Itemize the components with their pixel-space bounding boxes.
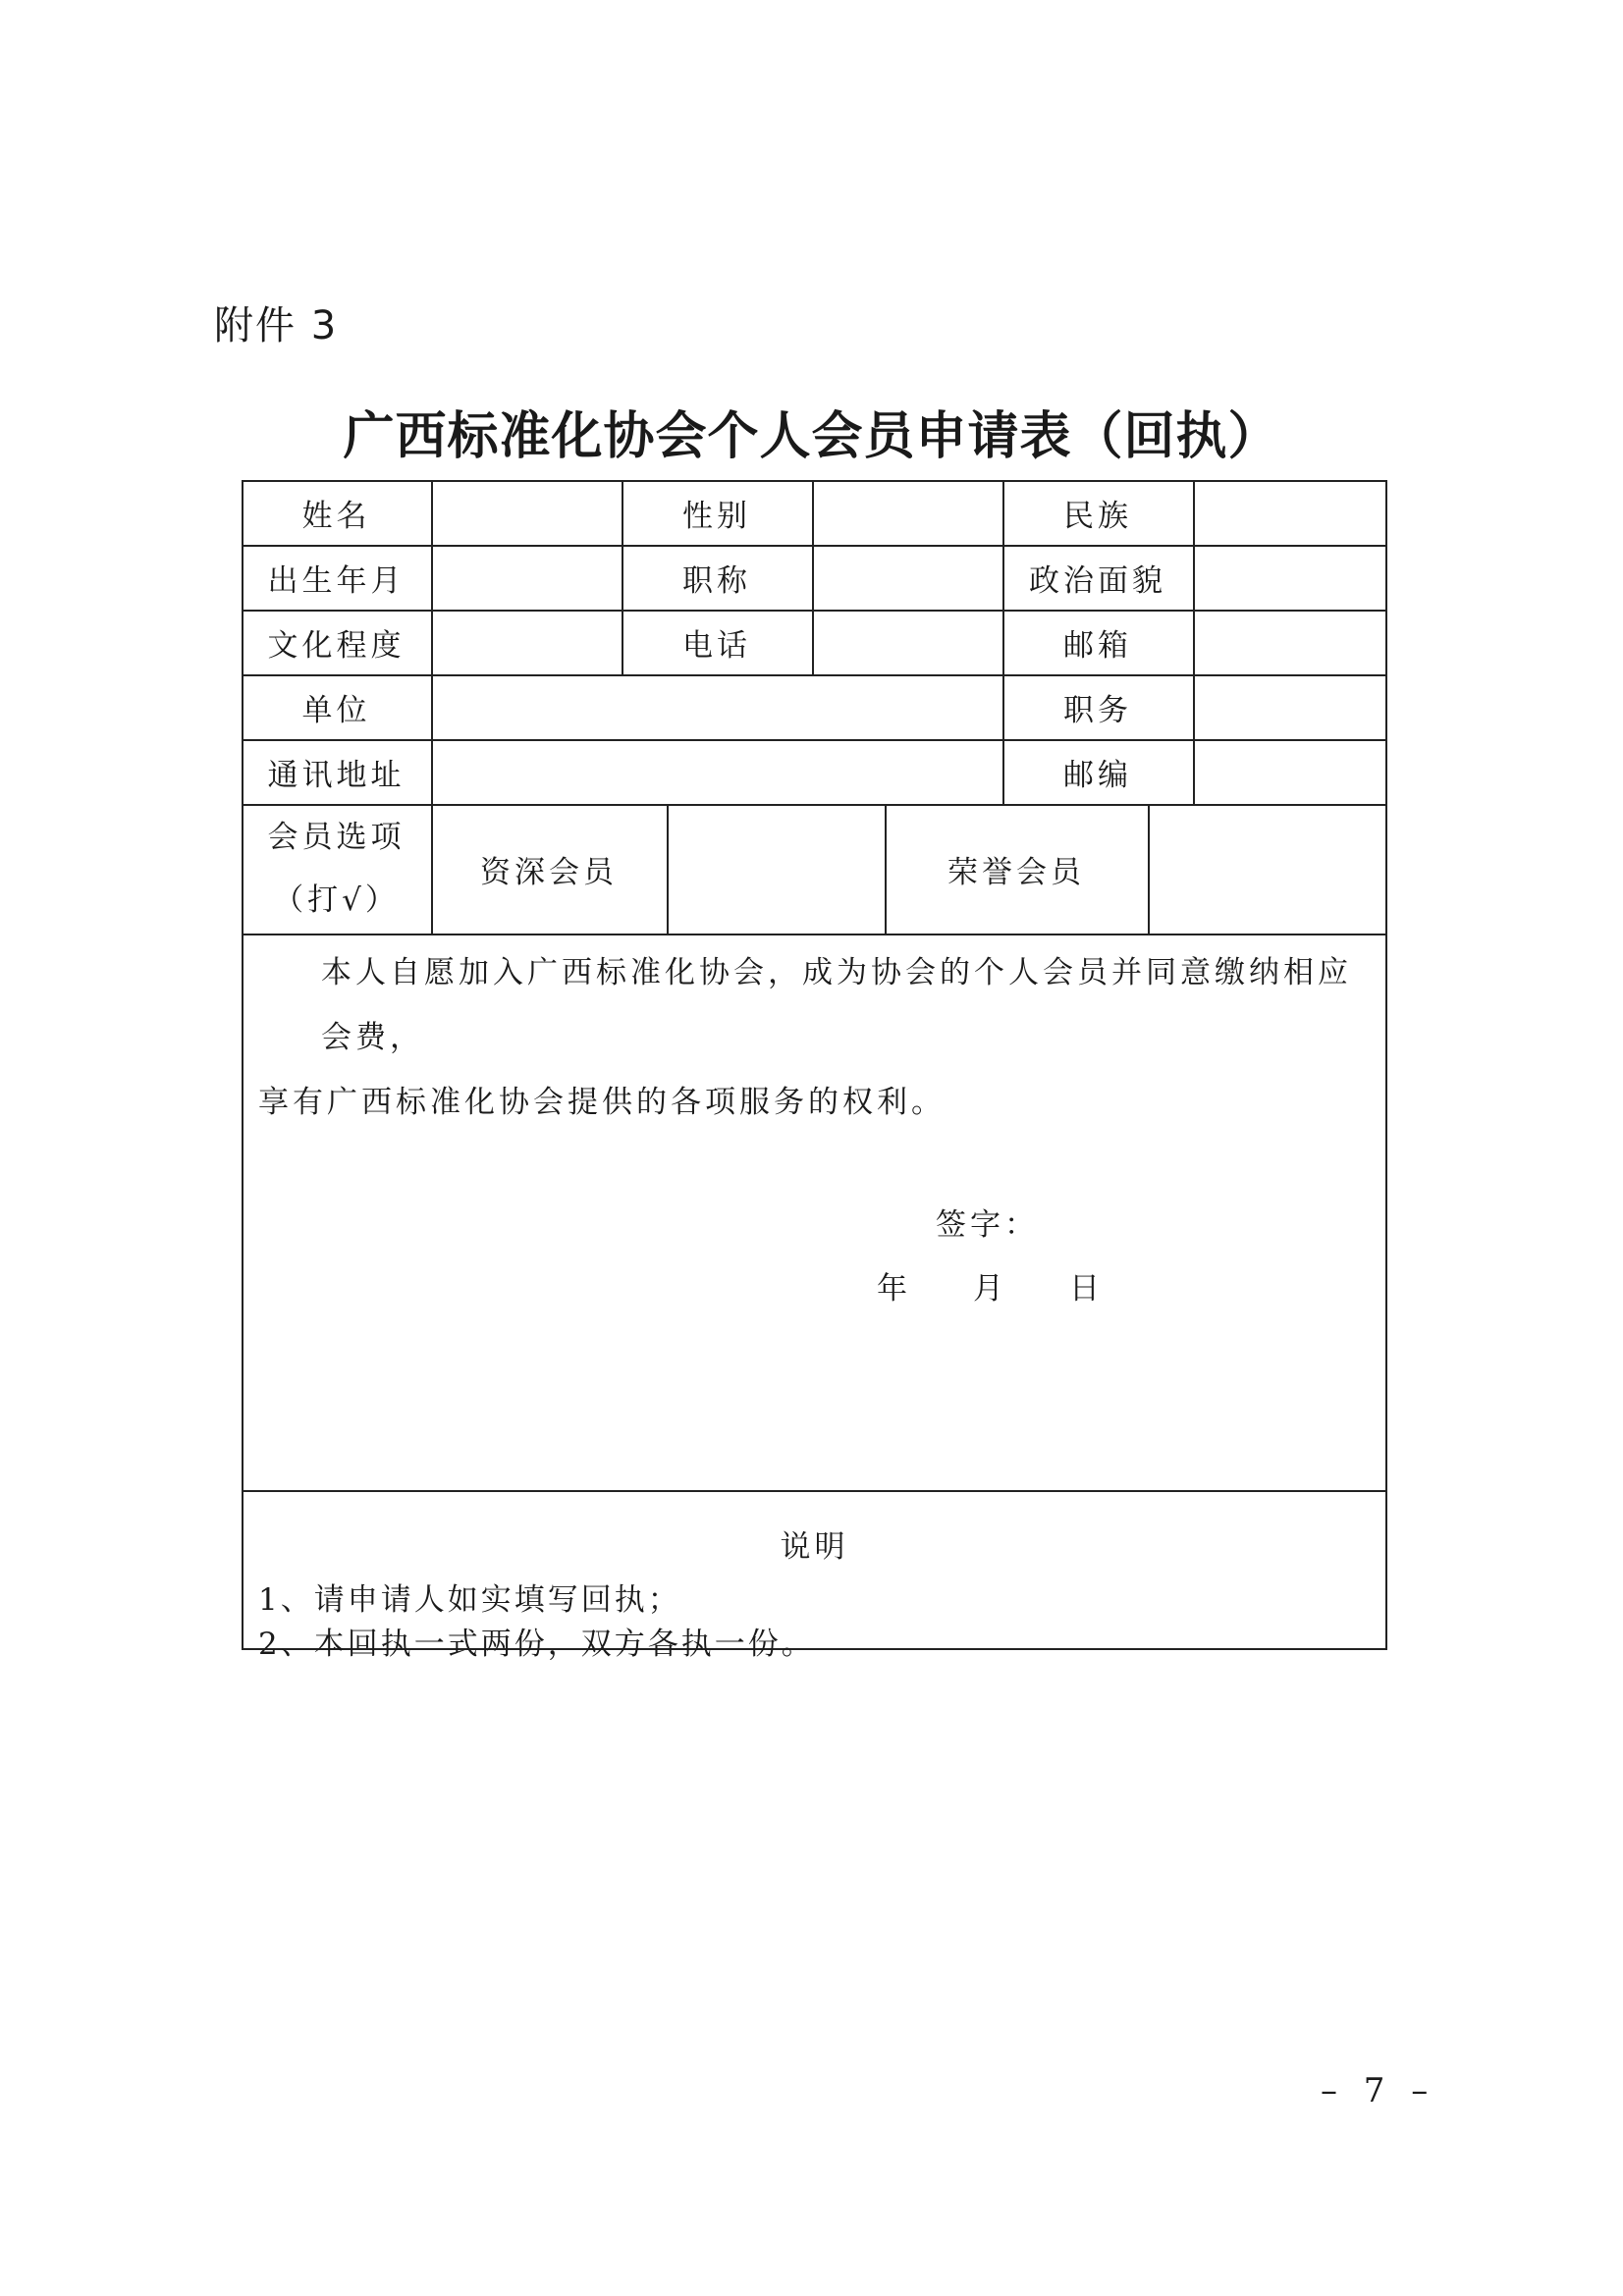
date-year-label: 年 — [877, 1271, 907, 1307]
postcode-field[interactable] — [1193, 739, 1387, 804]
date-day-label: 日 — [1069, 1271, 1100, 1307]
name-field[interactable] — [431, 480, 622, 545]
email-field[interactable] — [1193, 610, 1387, 674]
honorary-member-label: 荣誉会员 — [947, 854, 1085, 890]
political-status-field[interactable] — [1193, 545, 1387, 610]
birth-date-field[interactable] — [431, 545, 622, 610]
address-field[interactable] — [431, 739, 1002, 804]
phone-field[interactable] — [812, 610, 1002, 674]
senior-member-checkbox[interactable] — [667, 804, 885, 934]
ethnicity-field[interactable] — [1193, 480, 1387, 545]
attachment-label: 附件 3 — [214, 303, 339, 348]
form-title: 广西标准化协会个人会员申请表（回执） — [343, 407, 1280, 466]
membership-option-label — [242, 804, 431, 934]
membership-option-hint: （打√） — [273, 882, 400, 918]
honorary-member-checkbox[interactable] — [1148, 804, 1387, 934]
notes-title: 说明 — [780, 1529, 849, 1565]
note-item-2: 2、本回执一式两份，双方各执一份。 — [258, 1627, 815, 1662]
note-item-1: 1、请申请人如实填写回执； — [258, 1582, 681, 1618]
date-month-label: 月 — [973, 1271, 1003, 1307]
postcode-label: 邮编 — [1063, 757, 1132, 793]
address-label: 通讯地址 — [267, 757, 406, 793]
gender-label: 性别 — [682, 498, 751, 534]
position-label: 职务 — [1063, 692, 1132, 728]
row-divider — [242, 934, 1387, 935]
declaration-line-1: 本人自愿加入广西标准化协会，成为协会的个人会员并同意缴纳相应会费， — [321, 955, 1352, 1055]
job-title-field[interactable] — [812, 545, 1002, 610]
page-number: – 7 – — [1321, 2071, 1436, 2110]
declaration-text — [258, 940, 1378, 1135]
birth-date-label: 出生年月 — [267, 562, 406, 599]
membership-option-text: 会员选项 — [267, 820, 406, 855]
ethnicity-label: 民族 — [1063, 498, 1132, 534]
name-label: 姓名 — [301, 498, 371, 534]
declaration-line-2: 享有广西标准化协会提供的各项服务的权利。 — [258, 1085, 946, 1120]
phone-label: 电话 — [682, 627, 751, 664]
position-field[interactable] — [1193, 674, 1387, 739]
education-field[interactable] — [431, 610, 622, 674]
employer-label: 单位 — [301, 692, 371, 728]
senior-member-label: 资深会员 — [480, 854, 618, 890]
email-label: 邮箱 — [1063, 627, 1132, 664]
signature-label: 签字： — [936, 1207, 1039, 1243]
employer-field[interactable] — [431, 674, 1002, 739]
job-title-label: 职称 — [682, 562, 751, 599]
signature-field[interactable] — [992, 1178, 1286, 1247]
political-status-label: 政治面貌 — [1029, 562, 1166, 599]
education-label: 文化程度 — [267, 627, 406, 664]
row-divider — [242, 1490, 1387, 1492]
gender-field[interactable] — [812, 480, 1002, 545]
